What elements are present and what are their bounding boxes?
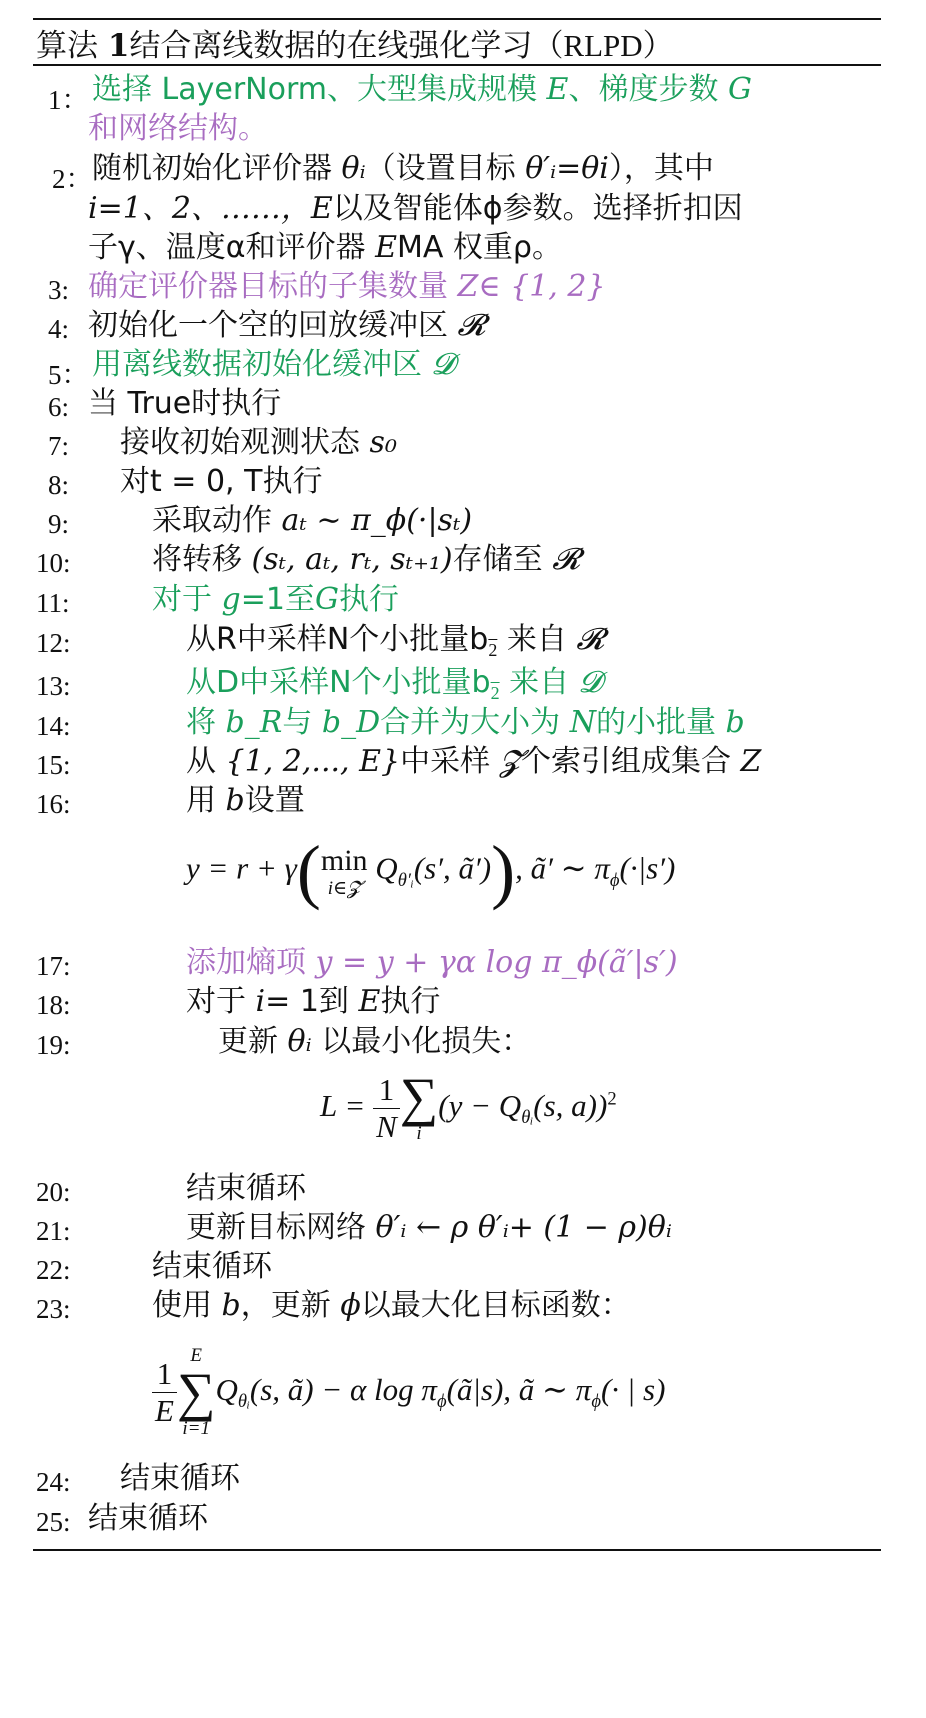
line-18: 对于 i= 1到 E执行 [186,984,441,1019]
line-number-20: 20: [36,1177,71,1207]
line-number-11: 11: [36,588,70,618]
line-6: 当 True时执行 [88,386,282,421]
line-1: 选择 LayerNorm、大型集成规模 E、梯度步数 G [92,72,752,107]
line-number-1: 1： [48,85,89,115]
title-text: 结合离线数据的在线强化学习 [129,28,533,64]
line-number-5: 5： [48,360,89,390]
line-21: 更新目标网络 θ′ᵢ ← ρ θ′ᵢ+ (1 − ρ)θᵢ [186,1210,672,1245]
line-number-6: 6: [48,392,70,422]
line-7: 接收初始观测状态 s₀ [120,425,397,460]
algorithm-title [36,20,674,65]
line-number-21: 21: [36,1216,71,1246]
line-23: 使用 b，更新 ϕ以最大化目标函数： [152,1288,631,1323]
equation-policy-objective: $\frac{1}{E}$ E ∑ i=1 $Q_{\theta ᵢ}(s$, ã) − α $\log \pi_\phi(ã|s)$, ã ∼ $\pi_\phi(\cdot$ | s) [152,1345,665,1440]
title-prefix: 算法 [36,28,108,64]
line-number-3: 3: [48,275,70,305]
title-rule [33,64,881,66]
line-25: 结束循环 [88,1501,208,1536]
bottom-rule [33,1549,881,1551]
line-8: 对t = 0, T执行 [120,464,323,499]
line-number-10: 10: [36,548,71,578]
line-number-23: 23: [36,1294,71,1324]
line-number-15: 15: [36,750,71,780]
line-number-9: 9: [48,509,70,539]
line-11: 对于 g=1至G执行 [152,582,399,617]
line-number-4: 4: [48,314,70,344]
line-19: 更新 θᵢ 以最小化损失： [218,1024,532,1059]
equation-loss: L = $\frac{1}{N}$ ∑ i ($y - Q_{\theta ᵢ}(s$, a))$^2$ [320,1067,617,1145]
line-number-18: 18: [36,990,71,1020]
line-12: 从R中采样N个小批量$b_2$ 来自 𝓡 [186,622,605,660]
line-15: 从 {1, 2,..., E}中采样 𝓩个索引组成集合 Z [186,744,762,779]
line-number-14: 14: [36,711,71,741]
line-1-cont: 和网络结构。 [88,111,268,146]
line-24: 结束循环 [120,1461,240,1496]
line-2-cont-1: i=1、2、……，E以及智能体ϕ参数。选择折扣因 [88,191,743,226]
line-3: 确定评价器目标的子集数量 Z∈ {1, 2} [88,269,606,304]
line-number-17: 17: [36,951,71,981]
line-number-24: 24: [36,1467,71,1497]
line-16: 用 b设置 [186,783,305,818]
line-number-2: 2： [52,164,93,194]
line-9: 采取动作 aₜ ∼ π_ϕ(·|sₜ) [152,503,473,538]
title-number: 1 [107,28,130,64]
line-number-19: 19: [36,1030,71,1060]
line-10: 将转移 (sₜ, aₜ, rₜ, sₜ₊₁)存储至 𝓡 [152,542,581,577]
line-13: 从D中采样N个小批量$b_2$ 来自 𝓓 [186,665,602,703]
line-number-13: 13: [36,671,71,701]
line-number-25: 25: [36,1507,71,1537]
equation-target: y = r + γ( min i∈𝓩 $Q_{\theta'ᵢ}(s'$, ã′)), ã′ ∼ $\pi_\phi(\cdot|s')$ [186,831,676,911]
line-17: 添加熵项 y = y + γα log π_ϕ(ã′|s′) [186,945,678,980]
line-number-16: 16: [36,789,71,819]
line-2: 随机初始化评价器 θᵢ（设置目标 θ′ᵢ=θi），其中 [92,151,714,186]
line-14: 将 b_R与 b_D合并为大小为 N的小批量 b [186,705,745,740]
line-4: 初始化一个空的回放缓冲区 𝓡 [88,308,486,343]
line-5: 用离线数据初始化缓冲区 𝓓 [92,347,455,382]
line-number-12: 12: [36,628,71,658]
title-abbr: （RLPD） [532,28,674,63]
line-22: 结束循环 [152,1249,272,1284]
line-number-7: 7: [48,431,70,461]
line-number-22: 22: [36,1255,71,1285]
line-number-8: 8: [48,470,70,500]
line-2-cont-2: 子γ、温度α和评价器 EMA 权重ρ。 [88,230,562,265]
line-20: 结束循环 [186,1171,306,1206]
